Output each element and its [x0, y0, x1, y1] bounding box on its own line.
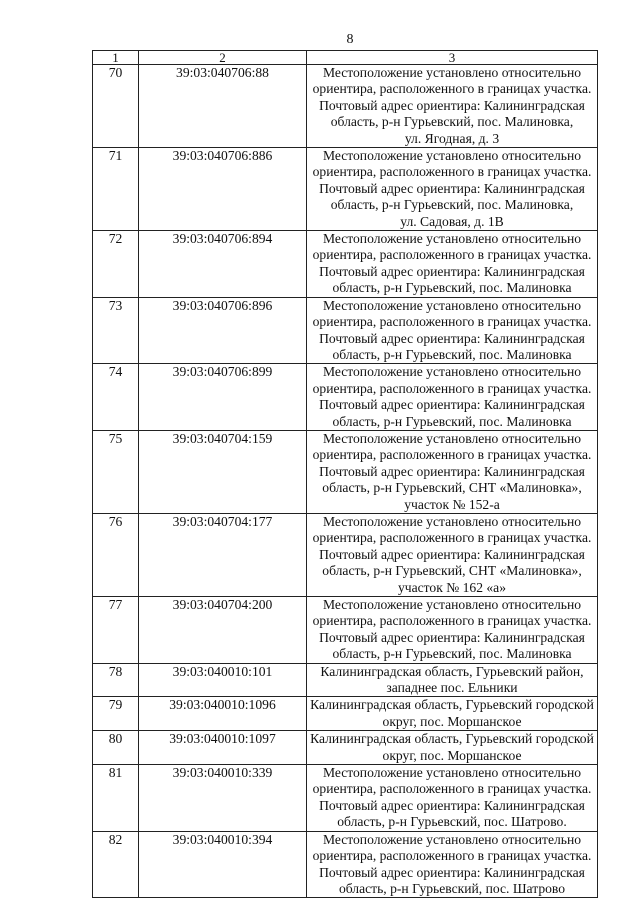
location-line: Местоположение установлено относительно	[322, 364, 582, 380]
row-number: 80	[93, 731, 139, 765]
column-header-cadastral: 2	[139, 51, 307, 65]
cadastral-number: 39:03:040010:394	[139, 831, 307, 898]
location-line: Почтовый адрес ориентира: Калининградская	[319, 864, 585, 880]
location-description	[307, 663, 598, 697]
location-line: ориентира, расположенного в границах участка.	[312, 247, 592, 263]
location-line: ул. Ягодная, д. 3	[404, 130, 500, 146]
location-line: область, р-н Гурьевский, пос. Малиновка,	[330, 197, 574, 213]
table-header-row	[93, 51, 598, 65]
location-line: Местоположение установлено относительно	[322, 765, 582, 781]
location-line: Почтовый адрес ориентира: Калининградская	[319, 629, 585, 645]
table-row	[93, 430, 598, 513]
location-description	[307, 231, 598, 298]
location-line: Почтовый адрес ориентира: Калининградская	[319, 97, 585, 113]
row-number: 81	[93, 765, 139, 832]
cadastral-number: 39:03:040704:159	[139, 430, 307, 513]
table-row	[93, 731, 598, 765]
cadastral-number: 39:03:040704:200	[139, 597, 307, 664]
location-line: Почтовый адрес ориентира: Калининградская	[319, 797, 585, 813]
table-row	[93, 831, 598, 898]
row-number: 76	[93, 513, 139, 596]
location-line: ориентира, расположенного в границах участка.	[312, 848, 592, 864]
location-line: участок № 152-а	[404, 496, 500, 512]
cadastral-number: 39:03:040704:177	[139, 513, 307, 596]
table-row	[93, 513, 598, 596]
location-line: участок № 162 «а»	[397, 579, 507, 595]
location-line: Местоположение установлено относительно	[322, 430, 582, 446]
location-line: область, р-н Гурьевский, СНТ «Малиновка»,	[322, 480, 582, 496]
location-description	[307, 148, 598, 231]
location-line: область, р-н Гурьевский, пос. Малиновка	[332, 280, 572, 296]
location-line: ориентира, расположенного в границах участка.	[312, 380, 592, 396]
location-line: ориентира, расположенного в границах участка.	[312, 613, 592, 629]
location-line: Местоположение установлено относительно	[322, 65, 582, 80]
location-line: область, р-н Гурьевский, пос. Малиновка	[332, 646, 572, 662]
row-number: 74	[93, 364, 139, 431]
table-row	[93, 765, 598, 832]
location-description	[307, 65, 598, 148]
location-line: западнее пос. Ельники	[386, 680, 518, 696]
cadastral-number: 39:03:040010:1096	[139, 697, 307, 731]
location-line: ориентира, расположенного в границах участка.	[312, 530, 592, 546]
location-line: ориентира, расположенного в границах участка.	[312, 447, 592, 463]
row-number: 82	[93, 831, 139, 898]
cadastral-number: 39:03:040706:886	[139, 148, 307, 231]
row-number: 75	[93, 430, 139, 513]
table-row	[93, 597, 598, 664]
row-number: 71	[93, 148, 139, 231]
row-number: 70	[93, 65, 139, 148]
column-header-location: 3	[307, 51, 598, 65]
location-line: ул. Садовая, д. 1В	[400, 213, 504, 229]
location-line: Местоположение установлено относительно	[322, 231, 582, 247]
page-number: 8	[346, 32, 354, 47]
location-line: Калининградская область, Гурьевский район,	[320, 663, 584, 679]
row-number: 73	[93, 297, 139, 364]
location-line: ориентира, расположенного в границах участка.	[312, 164, 592, 180]
row-number: 72	[93, 231, 139, 298]
location-description	[307, 513, 598, 596]
location-line: Местоположение установлено относительно	[322, 148, 582, 164]
location-line: Почтовый адрес ориентира: Калининградская	[319, 180, 585, 196]
location-description	[307, 831, 598, 898]
location-line: Калининградская область, Гурьевский городской	[310, 731, 594, 747]
location-line: Почтовый адрес ориентира: Калининградская	[319, 463, 585, 479]
location-line: округ, пос. Моршанское	[382, 713, 522, 729]
location-line: Почтовый адрес ориентира: Калининградская	[319, 263, 585, 279]
parcel-table	[92, 50, 598, 898]
location-line: округ, пос. Моршанское	[382, 747, 522, 763]
location-line: ориентира, расположенного в границах участка.	[312, 314, 592, 330]
location-line: Почтовый адрес ориентира: Калининградская	[319, 546, 585, 562]
table-row	[93, 231, 598, 298]
location-line: Местоположение установлено относительно	[322, 297, 582, 313]
location-description	[307, 364, 598, 431]
location-line: Местоположение установлено относительно	[322, 831, 582, 847]
location-line: Местоположение установлено относительно	[322, 597, 582, 612]
row-number: 77	[93, 597, 139, 664]
location-description	[307, 697, 598, 731]
table-row	[93, 364, 598, 431]
location-line: область, р-н Гурьевский, пос. Шатрово	[338, 880, 566, 896]
location-description	[307, 731, 598, 765]
cadastral-number: 39:03:040706:894	[139, 231, 307, 298]
location-line: Почтовый адрес ориентира: Калининградская	[319, 397, 585, 413]
location-line: область, р-н Гурьевский, пос. Малиновка,	[330, 114, 574, 130]
location-line: область, р-н Гурьевский, СНТ «Малиновка»,	[322, 563, 582, 579]
row-number: 79	[93, 697, 139, 731]
location-description	[307, 597, 598, 664]
cadastral-number: 39:03:040706:896	[139, 297, 307, 364]
location-line: область, р-н Гурьевский, пос. Шатрово.	[337, 814, 567, 830]
location-description	[307, 430, 598, 513]
cadastral-number: 39:03:040010:101	[139, 663, 307, 697]
location-description	[307, 765, 598, 832]
cadastral-number: 39:03:040706:88	[139, 65, 307, 148]
table-row	[93, 663, 598, 697]
table-row	[93, 697, 598, 731]
location-line: ориентира, расположенного в границах участка.	[312, 781, 592, 797]
table-row	[93, 297, 598, 364]
column-header-number: 1	[93, 51, 139, 65]
cadastral-number: 39:03:040010:1097	[139, 731, 307, 765]
location-line: Почтовый адрес ориентира: Калининградская	[319, 330, 585, 346]
table-row	[93, 148, 598, 231]
location-line: ориентира, расположенного в границах участка.	[312, 81, 592, 97]
location-line: Калининградская область, Гурьевский городской	[310, 697, 594, 713]
cadastral-number: 39:03:040010:339	[139, 765, 307, 832]
location-description	[307, 297, 598, 364]
location-line: область, р-н Гурьевский, пос. Малиновка	[332, 413, 572, 429]
row-number: 78	[93, 663, 139, 697]
location-line: Местоположение установлено относительно	[322, 513, 582, 529]
table-row	[93, 65, 598, 148]
location-line: область, р-н Гурьевский, пос. Малиновка	[332, 346, 572, 362]
cadastral-number: 39:03:040706:899	[139, 364, 307, 431]
